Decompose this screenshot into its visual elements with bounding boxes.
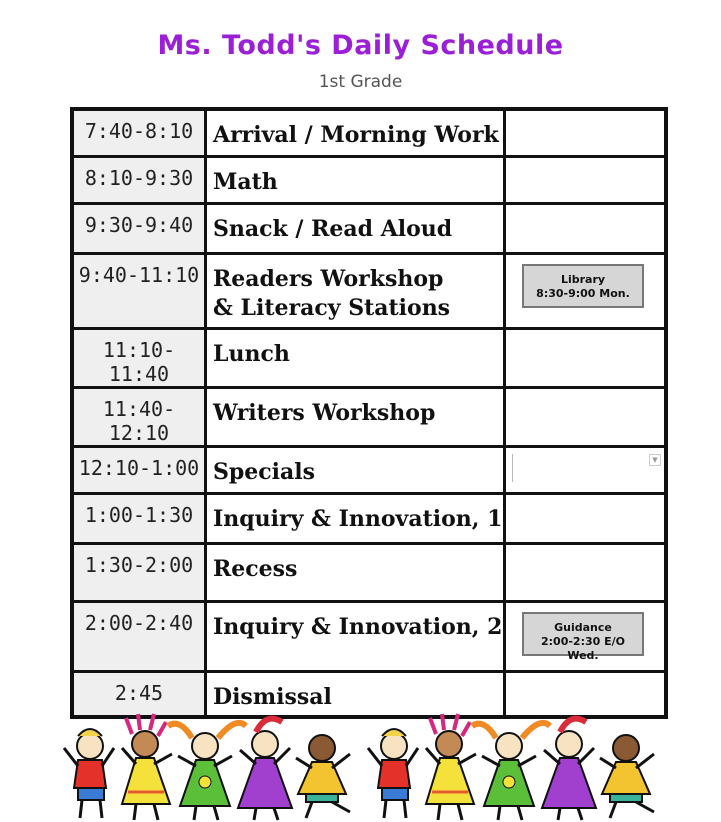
activity-label: Specials bbox=[213, 458, 316, 485]
activity-label: Snack / Read Aloud bbox=[213, 215, 453, 242]
activity-label: Math bbox=[213, 168, 278, 195]
activity-cell bbox=[206, 387, 505, 446]
note-detail: 8:30-9:00 Mon. bbox=[536, 286, 630, 300]
activity-cell bbox=[206, 601, 505, 671]
activity-label: Arrival / Morning Work bbox=[213, 122, 499, 148]
activity-label: Lunch bbox=[213, 340, 290, 367]
table-row bbox=[72, 387, 666, 446]
time-cell: 8:10-9:30 bbox=[72, 156, 206, 203]
chevron-down-icon[interactable]: ▼ bbox=[649, 454, 661, 466]
specials-dropdown[interactable] bbox=[512, 454, 661, 482]
activity-label: Readers Workshop bbox=[213, 265, 444, 292]
table-row bbox=[72, 446, 666, 493]
note-cell bbox=[505, 156, 667, 203]
page-subtitle: 1st Grade bbox=[318, 72, 403, 92]
activity-label: Writers Workshop bbox=[213, 399, 436, 426]
activity-cell bbox=[206, 109, 505, 156]
activity-label: & Literacy Stations bbox=[213, 294, 451, 321]
time-cell: 9:30-9:40 bbox=[72, 203, 206, 253]
kid-figure bbox=[296, 735, 350, 818]
schedule-table bbox=[70, 107, 668, 719]
dancing-kids-illustration bbox=[60, 708, 680, 822]
activity-label: Recess bbox=[213, 555, 298, 582]
time-cell: 9:40-11:10 bbox=[72, 253, 206, 328]
table-row bbox=[72, 203, 666, 253]
activity-cell bbox=[206, 446, 505, 493]
table-row bbox=[72, 328, 666, 387]
table-row bbox=[72, 493, 666, 543]
activity-label: Dismissal bbox=[213, 683, 332, 710]
activity-cell bbox=[206, 203, 505, 253]
note-detail: 2:00-2:30 E/O Wed. bbox=[541, 634, 625, 662]
time-cell: 11:10-11:40 bbox=[72, 328, 206, 387]
note-title: Guidance bbox=[554, 620, 612, 634]
note-cell bbox=[505, 493, 667, 543]
note-cell bbox=[505, 109, 667, 156]
library-note-box bbox=[522, 264, 644, 308]
time-cell: 1:30-2:00 bbox=[72, 543, 206, 601]
table-row bbox=[72, 253, 666, 328]
note-cell bbox=[505, 253, 667, 328]
activity-cell bbox=[206, 543, 505, 601]
note-cell bbox=[505, 601, 667, 671]
activity-label: Inquiry & Innovation, 1 bbox=[213, 505, 503, 532]
kid-figure bbox=[168, 723, 246, 820]
kid-figure bbox=[238, 719, 292, 820]
table-row bbox=[72, 156, 666, 203]
activity-cell bbox=[206, 156, 505, 203]
time-cell: 2:45 bbox=[72, 671, 206, 717]
activity-cell bbox=[206, 328, 505, 387]
time-cell: 1:00-1:30 bbox=[72, 493, 206, 543]
activity-label: Inquiry & Innovation, 2 bbox=[213, 613, 503, 640]
time-cell: 12:10-1:00 bbox=[72, 446, 206, 493]
note-cell bbox=[505, 543, 667, 601]
guidance-note-box bbox=[522, 612, 644, 662]
table-row bbox=[72, 543, 666, 601]
activity-cell bbox=[206, 253, 505, 328]
time-cell: 2:00-2:40 bbox=[72, 601, 206, 671]
time-cell: 7:40-8:10 bbox=[72, 109, 206, 156]
table-row bbox=[72, 601, 666, 671]
time-cell: 11:40-12:10 bbox=[72, 387, 206, 446]
kid-figure bbox=[64, 729, 114, 818]
page-title: Ms. Todd's Daily Schedule bbox=[157, 30, 564, 61]
note-title: Library bbox=[560, 272, 606, 286]
note-cell bbox=[505, 387, 667, 446]
kid-figure bbox=[122, 714, 172, 820]
note-cell bbox=[505, 328, 667, 387]
activity-cell bbox=[206, 493, 505, 543]
note-cell bbox=[505, 203, 667, 253]
note-cell bbox=[505, 446, 667, 493]
table-row bbox=[72, 109, 666, 156]
